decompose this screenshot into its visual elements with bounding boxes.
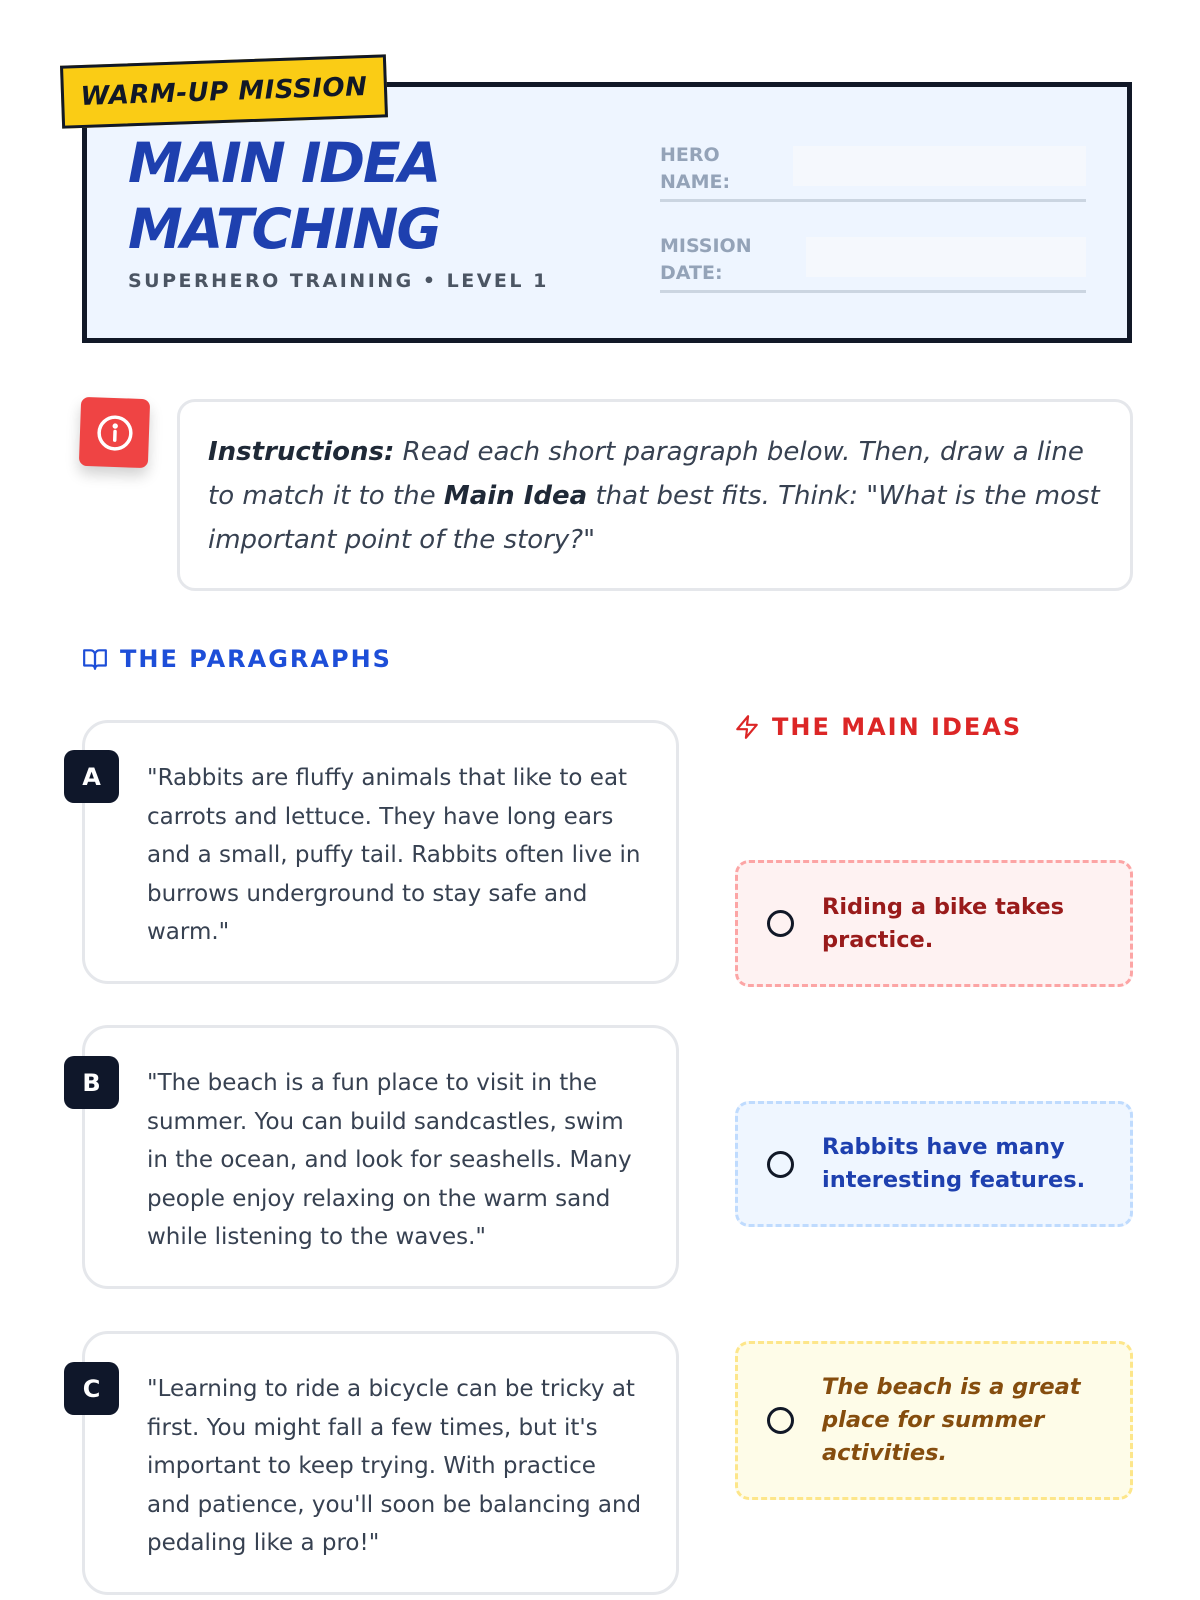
paragraph-text-a: "Rabbits are fluffy animals that like to eat carrots and lettuce. They have long ears and a small, puffy tail. Rabbits often live in burrows underground to stay safe and warm." xyxy=(147,765,641,945)
paragraphs-heading xyxy=(82,645,392,673)
letter-badge-b: B xyxy=(64,1056,119,1109)
instructions-text xyxy=(208,430,1102,562)
instructions-lead: Instructions: xyxy=(208,437,395,467)
main-idea-text-3: The beach is a great place for summer activities. xyxy=(822,1374,1081,1466)
paragraphs-heading-label: THE PARAGRAPHS xyxy=(120,645,392,673)
paragraph-text-b: "The beach is a fun place to visit in the summer. You can build sandcastles, swim in the ocean, and look for seashells. Many people enjoy relaxing on the warm sand while listening to the waves." xyxy=(147,1070,632,1250)
info-badge xyxy=(79,397,150,468)
match-point-2[interactable] xyxy=(767,1151,794,1178)
main-ideas-heading xyxy=(734,713,1022,741)
main-idea-text-1: Riding a bike takes practice. xyxy=(822,893,1065,953)
instructions-emphasis: Main Idea xyxy=(443,481,588,511)
paragraph-text-c: "Learning to ride a bicycle can be tricky at first. You might fall a few times, but it's important to keep trying. With practice and patience, you'll soon be balancing and pedaling like a pro!" xyxy=(147,1376,642,1556)
mission-date-row xyxy=(660,233,1086,293)
instructions-body-1: Read each short paragraph below. Then, draw a line to match it to the xyxy=(208,437,1084,511)
page-title: MAIN IDEA MATCHING xyxy=(128,131,440,261)
info-icon xyxy=(95,413,134,452)
paragraph-card-b xyxy=(82,1025,679,1289)
main-idea-card-3[interactable] xyxy=(735,1341,1133,1500)
main-idea-card-1[interactable] xyxy=(735,860,1133,987)
main-idea-text-2: Rabbits have many interesting features. xyxy=(822,1134,1086,1193)
paragraph-card-c xyxy=(82,1331,679,1595)
paragraph-card-a xyxy=(82,720,679,984)
hero-name-input[interactable] xyxy=(793,146,1086,186)
match-point-3[interactable] xyxy=(767,1407,794,1434)
page-subtitle: SUPERHERO TRAINING • LEVEL 1 xyxy=(128,270,549,292)
main-idea-card-2[interactable] xyxy=(735,1101,1133,1227)
mission-date-label: MISSION DATE: xyxy=(660,235,752,284)
letter-badge-a: A xyxy=(64,750,119,803)
match-point-1[interactable] xyxy=(767,910,794,937)
letter-badge-c: C xyxy=(64,1362,119,1415)
instructions-card xyxy=(177,399,1133,591)
mission-date-input[interactable] xyxy=(806,237,1086,277)
warmup-mission-badge: WARM-UP MISSION xyxy=(60,54,388,128)
lightning-icon xyxy=(734,714,760,740)
instructions-body-2: that best fits. Think: "What is the most important point of the story?" xyxy=(208,481,1100,555)
hero-name-row xyxy=(660,142,1086,202)
book-open-icon xyxy=(82,646,108,672)
hero-name-label: HERO NAME: xyxy=(660,144,731,193)
main-ideas-heading-label: THE MAIN IDEAS xyxy=(772,713,1023,741)
